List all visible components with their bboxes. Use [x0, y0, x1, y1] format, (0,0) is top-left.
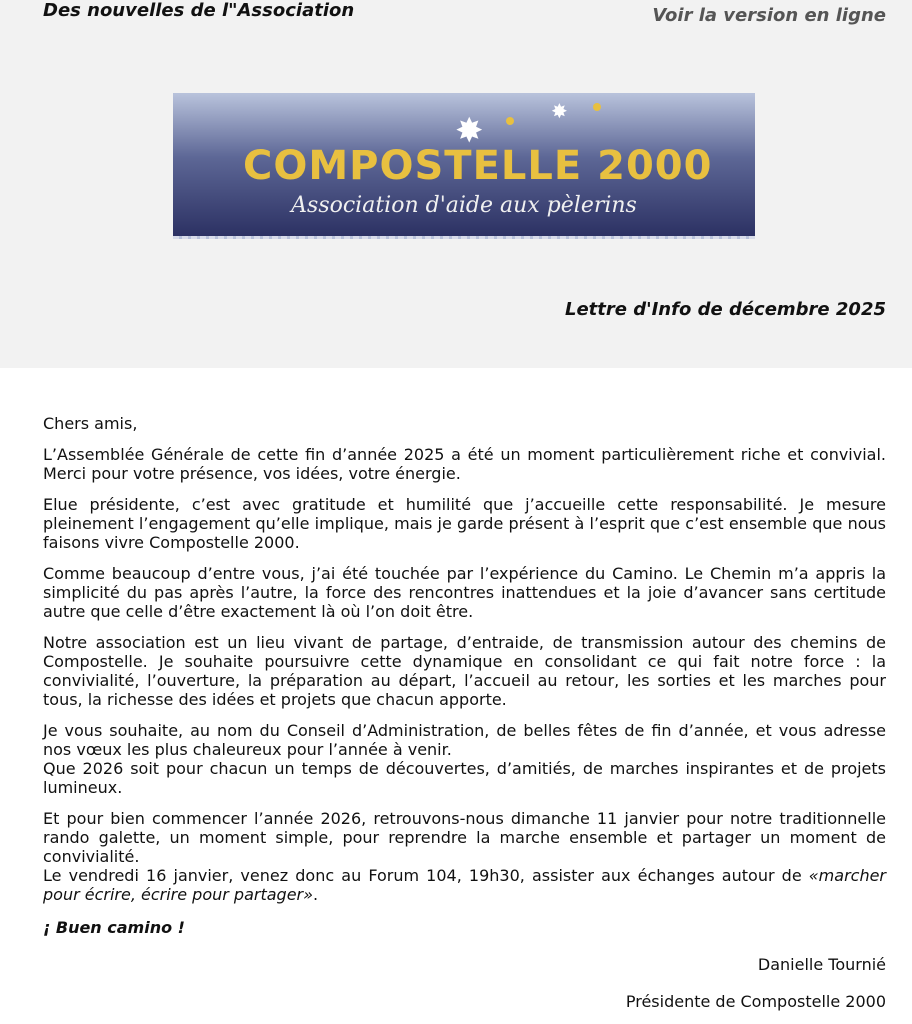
signature: Danielle Tournié: [757, 955, 886, 974]
star-icon: ✸: [551, 99, 568, 123]
paragraph: [43, 721, 886, 797]
star-dot-icon: [593, 103, 601, 111]
star-dot-icon: [506, 117, 514, 125]
punctuation: .: [313, 885, 319, 904]
greeting: Chers amis,: [43, 414, 138, 433]
paragraph: L’Assemblée Générale de cette fin d’année 2025 a été un moment particulièrement riche et convivial. Merci pour votre présence, vos idées, votre énergie.: [43, 445, 886, 483]
preheader: Des nouvelles de l"Association: [43, 0, 355, 21]
wishes-2026: Que 2026 soit pour chacun un temps de découvertes, d’amitiés, de marches inspirantes et de projets lumineux.: [43, 759, 886, 797]
logo-subtitle: Association d'aide aux pèlerins: [291, 193, 637, 218]
issue-title: Lettre d'Info de décembre 2025: [564, 299, 886, 320]
paragraph: [43, 809, 886, 904]
logo-banner: [173, 93, 755, 239]
paragraph: Notre association est un lieu vivant de partage, d’entraide, de transmission autour des chemins de Compostelle. Je souhaite poursuivre cette dynamique en consolidant ce qui fait notre force : la convivialité, l’ouverture, la préparation au départ, l’accueil au retour, les sorties et les marches pour tous, la richesse des idées et projets que chacun apporte.: [43, 633, 886, 709]
letter-body: [0, 368, 912, 1011]
events: Et pour bien commencer l’année 2026, retrouvons-nous dimanche 11 janvier pour notre traditionnelle rando galette, un moment simple, pour reprendre la marche ensemble et partager un moment de convivialité.: [43, 809, 886, 866]
star-icon: ✸: [455, 111, 484, 151]
logo-title: COMPOSTELLE 2000: [243, 143, 713, 189]
header-area: [0, 0, 912, 368]
closing: ¡ Buen camino !: [43, 918, 185, 937]
signature-role: Présidente de Compostelle 2000: [625, 992, 886, 1011]
view-online-link[interactable]: Voir la version en ligne: [652, 5, 886, 26]
event-title: «marcher pour écrire, écrire pour partager»: [43, 866, 886, 904]
paragraph: Comme beaucoup d’entre vous, j’ai été touchée par l’expérience du Camino. Le Chemin m’a appris la simplicité du pas après l’autre, la force des rencontres inattendues et la joie d’avancer sans certitude autre que celle d’être exactement là où l’on doit être.: [43, 564, 886, 621]
forum-event: Le vendredi 16 janvier, venez donc au Forum 104, 19h30, assister aux échanges autour de: [43, 866, 809, 885]
wishes: Je vous souhaite, au nom du Conseil d’Administration, de belles fêtes de fin d’année, et vous adresse nos vœux les plus chaleureux pour l’année à venir.: [43, 721, 886, 759]
paragraph: Elue présidente, c’est avec gratitude et humilité que j’accueille cette responsabilité. Je mesure pleinement l’engagement qu’elle implique, mais je garde présent à l’esprit que c’est ensemble que nous faisons vivre Compostelle 2000.: [43, 495, 886, 552]
